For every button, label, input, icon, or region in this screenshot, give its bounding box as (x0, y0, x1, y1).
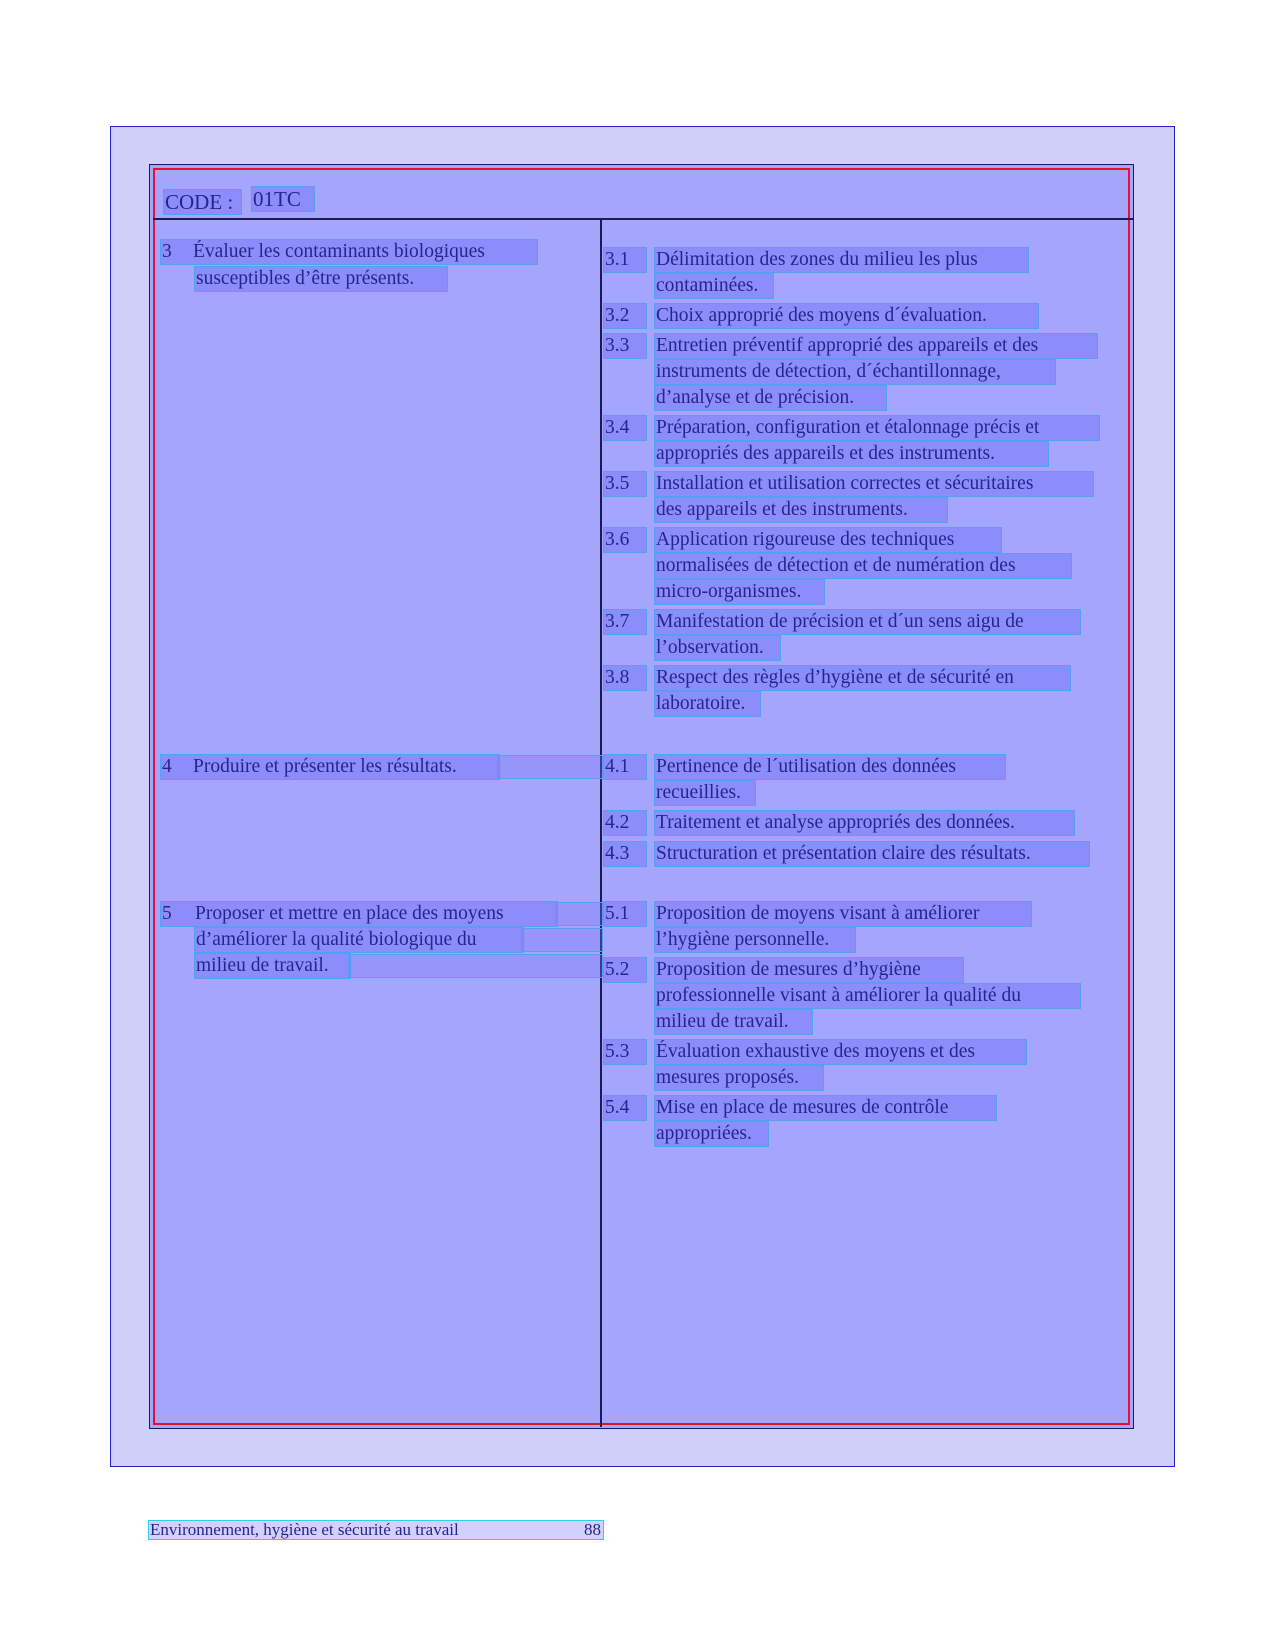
right-item-4-3-text-1: Structuration et présentation claire des résultats. (656, 843, 1031, 864)
right-item-3-4-line-2 (655, 442, 1048, 466)
right-item-5-2-text-2: professionnelle visant à améliorer la qualité du (656, 985, 1021, 1006)
right-item-5-1-line-2 (655, 928, 855, 952)
right-item-3-2-number (604, 304, 646, 328)
right-item-3-7-line-2 (655, 636, 780, 660)
right-item-3-2-text-1: Choix approprié des moyens d´évaluation. (656, 305, 987, 326)
left-item-4-line-1 (161, 755, 499, 779)
left-item-4-number: 4 (162, 756, 172, 777)
right-item-3-1-line-2 (655, 274, 773, 298)
footer-title: Environnement, hygiène et sécurité au travail (150, 1520, 459, 1539)
code-label (164, 190, 241, 214)
left-item-3-number: 3 (162, 241, 172, 262)
right-item-3-1-text-2: contaminées. (656, 275, 759, 296)
right-item-3-8-line-2 (655, 692, 760, 716)
left-item-5-line-2 (195, 928, 523, 952)
right-item-4-3-number-text: 4.3 (605, 843, 630, 864)
right-item-5-2-text-1: Proposition de mesures d’hygiène (656, 959, 921, 980)
right-item-3-8-number-text: 3.8 (605, 667, 630, 688)
right-item-3-8-line-1 (655, 666, 1070, 690)
left-item-3-line-2 (195, 267, 447, 291)
right-item-5-2-line-2 (655, 984, 1080, 1008)
right-item-4-1-line-1 (655, 755, 1005, 779)
right-item-3-6-text-1: Application rigoureuse des techniques (656, 529, 955, 550)
right-item-4-2-number (604, 811, 646, 835)
right-item-4-1-number-text: 4.1 (605, 756, 630, 777)
right-item-5-1-line-1 (655, 902, 1031, 926)
right-item-5-4-line-1 (655, 1096, 996, 1120)
left-item-5-number: 5 (162, 903, 172, 924)
right-item-3-5-line-2 (655, 498, 947, 522)
right-item-3-5-text-2: des appareils et des instruments. (656, 499, 908, 520)
right-item-3-4-text-2: appropriés des appareils et des instruments. (656, 443, 995, 464)
right-item-3-2-line-1 (655, 304, 1038, 328)
right-item-3-4-number (604, 416, 646, 440)
right-item-3-1-number-text: 3.1 (605, 249, 630, 270)
right-item-5-3-line-2 (655, 1066, 823, 1090)
right-item-4-1-number (604, 755, 646, 779)
right-item-3-4-text-1: Préparation, configuration et étalonnage précis et (656, 417, 1040, 438)
right-item-3-1-line-1 (655, 248, 1028, 272)
right-item-3-3-text-1: Entretien préventif approprié des appareils et des (656, 335, 1039, 356)
right-item-3-5-line-1 (655, 472, 1093, 496)
right-item-5-4-number (604, 1096, 646, 1120)
right-item-3-5-number (604, 472, 646, 496)
right-item-4-1-text-1: Pertinence de l´utilisation des données (656, 756, 957, 777)
right-item-3-7-line-1 (655, 610, 1080, 634)
right-item-3-3-line-3 (655, 386, 886, 410)
left-item-5-connector-2 (522, 929, 602, 951)
header-divider (153, 218, 1133, 220)
page-footer (149, 1521, 603, 1539)
right-item-3-3-text-2: instruments de détection, d´échantillonnage, (656, 361, 1001, 382)
right-item-5-2-line-3 (655, 1010, 812, 1034)
right-item-5-4-text-1: Mise en place de mesures de contrôle (656, 1097, 949, 1118)
right-item-3-8-text-1: Respect des règles d’hygiène et de sécurité en (656, 667, 1014, 688)
right-item-5-1-text-2: l’hygiène personnelle. (656, 929, 830, 950)
right-item-3-3-line-2 (655, 360, 1055, 384)
left-item-5-text-1: Proposer et mettre en place des moyens (195, 903, 504, 924)
right-item-3-6-text-2: normalisées de détection et de numération des (656, 555, 1016, 576)
right-item-3-5-text-1: Installation et utilisation correctes et sécuritaires (656, 473, 1034, 494)
right-item-3-6-line-3 (655, 580, 824, 604)
right-item-5-2-line-1 (655, 958, 963, 982)
right-item-5-3-text-1: Évaluation exhaustive des moyens et des (656, 1041, 975, 1062)
right-item-5-3-number-text: 5.3 (605, 1041, 630, 1062)
right-item-3-8-number (604, 666, 646, 690)
right-item-5-4-text-2: appropriées. (656, 1123, 752, 1144)
right-item-4-1-line-2 (655, 781, 755, 805)
left-item-5-connector-1 (556, 903, 602, 925)
left-item-5-line-3 (195, 954, 350, 978)
right-item-3-7-text-1: Manifestation de précision et d´un sens aigu de (656, 611, 1024, 632)
right-item-5-1-text-1: Proposition de moyens visant à améliorer (656, 903, 980, 924)
right-item-3-6-number (604, 528, 646, 552)
right-item-3-3-line-1 (655, 334, 1097, 358)
right-item-3-3-number (604, 334, 646, 358)
right-item-3-1-text-1: Délimitation des zones du milieu les plus (656, 249, 978, 270)
right-item-3-7-number-text: 3.7 (605, 611, 630, 632)
right-item-3-1-number (604, 248, 646, 272)
right-item-5-2-number-text: 5.2 (605, 959, 630, 980)
right-item-4-2-text-1: Traitement et analyse appropriés des données. (656, 812, 1015, 833)
left-item-3-line-1 (161, 240, 537, 264)
left-item-4-connector (498, 756, 602, 778)
right-item-3-4-number-text: 3.4 (605, 417, 630, 438)
left-item-4-text-1: Produire et présenter les résultats. (193, 756, 457, 777)
code-value (252, 187, 314, 211)
right-item-3-3-text-3: d’analyse et de précision. (656, 387, 855, 408)
right-item-3-8-text-2: laboratoire. (656, 693, 746, 714)
code-value-text: 01TC (253, 187, 301, 211)
left-item-5-connector-3 (349, 955, 602, 977)
right-item-5-3-line-1 (655, 1040, 1026, 1064)
right-item-3-3-number-text: 3.3 (605, 335, 630, 356)
right-item-3-5-number-text: 3.5 (605, 473, 630, 494)
right-item-5-3-number (604, 1040, 646, 1064)
right-item-3-7-text-2: l’observation. (656, 637, 764, 658)
page-number: 88 (584, 1520, 601, 1539)
left-item-3-text-2: susceptibles d’être présents. (196, 268, 415, 289)
right-item-5-1-number (604, 902, 646, 926)
right-item-3-2-number-text: 3.2 (605, 305, 630, 326)
right-item-4-2-number-text: 4.2 (605, 812, 630, 833)
right-item-4-1-text-2: recueillies. (656, 782, 741, 803)
right-item-5-4-line-2 (655, 1122, 768, 1146)
right-item-3-4-line-1 (655, 416, 1099, 440)
right-item-3-6-line-2 (655, 554, 1071, 578)
left-item-5-line-1 (161, 902, 557, 926)
right-item-3-6-text-3: micro-organismes. (656, 581, 802, 602)
left-item-5-text-3: milieu de travail. (196, 955, 329, 976)
right-item-5-3-text-2: mesures proposés. (656, 1067, 799, 1088)
right-item-5-2-text-3: milieu de travail. (656, 1011, 789, 1032)
right-item-3-6-line-1 (655, 528, 1001, 552)
right-item-5-1-number-text: 5.1 (605, 903, 630, 924)
code-label-text: CODE : (165, 190, 234, 214)
right-item-3-6-number-text: 3.6 (605, 529, 630, 550)
right-item-3-7-number (604, 610, 646, 634)
column-divider (600, 218, 602, 1427)
left-item-3-text-1: Évaluer les contaminants biologiques (193, 241, 485, 262)
left-item-5-text-2: d’améliorer la qualité biologique du (196, 929, 477, 950)
right-item-4-2-line-1 (655, 811, 1074, 835)
right-item-4-3-line-1 (655, 842, 1089, 866)
right-item-4-3-number (604, 842, 646, 866)
right-item-5-2-number (604, 958, 646, 982)
right-item-5-4-number-text: 5.4 (605, 1097, 630, 1118)
